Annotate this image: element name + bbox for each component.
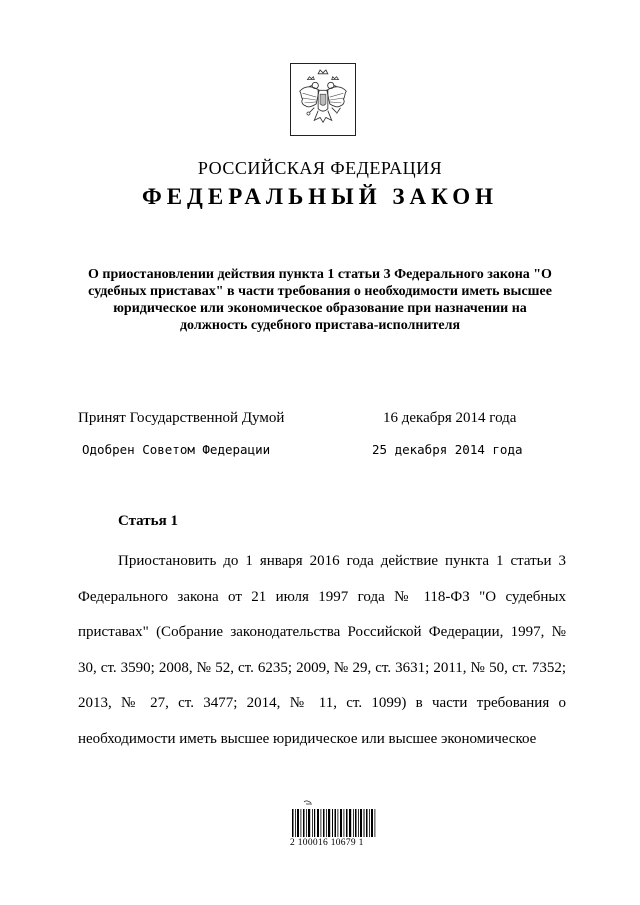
adoption-date: 16 декабря 2014 года xyxy=(383,410,517,426)
article-body: Приостановить до 1 января 2016 года действие пункта 1 статьи 3 Федерального закона от 21 июля 1997 года № 118-ФЗ "О судебных приставах" (Собрание законодательства Российской Федерации, 1997, № 30, ст. 3590; 2008, № 52, ст. 6235; 2009, № 29, ст. 3631; 2011, № 50, ст. 7352; 2013, № 27, ст. 3477; 2014, № 11, ст. 1099) в части требования о необходимости иметь высшее юридическое или высшее экономическое xyxy=(78,553,566,747)
article-heading: Статья 1 xyxy=(118,513,178,529)
adoption-label: Одобрен Советом Федерации xyxy=(82,442,271,457)
country-name: РОССИЙСКАЯ ФЕДЕРАЦИЯ xyxy=(197,158,443,178)
adoption-row-duma xyxy=(78,410,568,430)
russian-coat-of-arms-icon xyxy=(290,63,356,136)
document-type: ФЕДЕРАЛЬНЫЙ ЗАКОН xyxy=(141,184,499,209)
law-title: О приостановлении действия пункта 1 статьи 3 Федерального закона "О судебных приставах" в части требования о необходимости иметь высшее юридическое или экономическое образование при назначении на должность судебного пристава-исполнителя xyxy=(88,267,552,333)
barcode-number: 2 100016 10679 1 xyxy=(290,838,364,848)
adoption-row-federation-council xyxy=(78,442,568,462)
adoption-date: 25 декабря 2014 года xyxy=(372,442,523,457)
adoption-label: Принят Государственной Думой xyxy=(78,410,285,426)
